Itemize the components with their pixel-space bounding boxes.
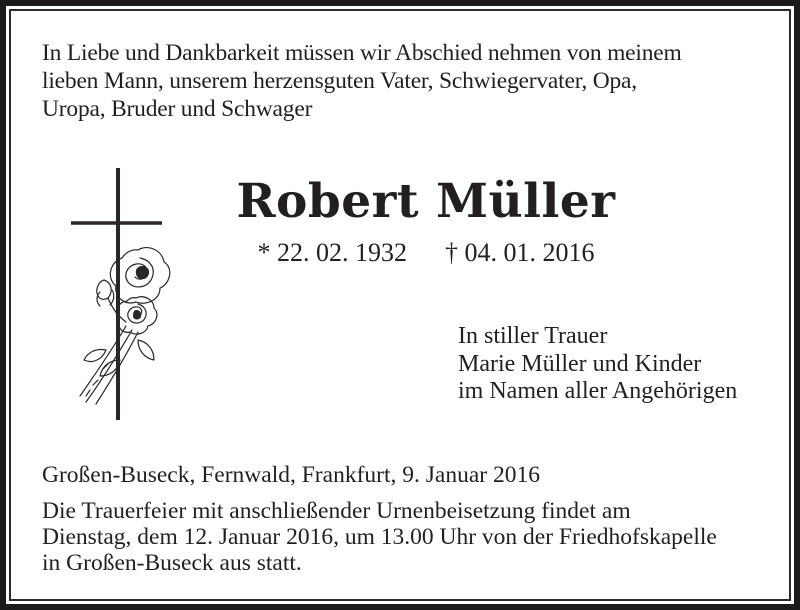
mourners-block	[458, 323, 737, 406]
roses-icon	[80, 248, 170, 404]
text-line: Uropa, Bruder und Schwager	[42, 96, 313, 122]
mourner-note: im Namen aller Angehörigen	[458, 378, 738, 404]
mourner-name: Marie Müller und Kinder	[458, 350, 702, 377]
text-line: in Großen-Buseck aus statt.	[42, 550, 302, 576]
text-line: Dienstag, dem 12. Januar 2016, um 13.00 Uhr von der Friedhofskapelle	[42, 524, 717, 550]
text-line: Die Trauerfeier mit anschließender Urnenbeisetzung findet am	[42, 498, 631, 524]
life-dates	[156, 238, 696, 268]
intro-paragraph	[42, 39, 682, 123]
deceased-name: Robert Müller	[236, 174, 616, 229]
funeral-info-paragraph	[42, 498, 717, 576]
text-line: In Liebe und Dankbarkeit müssen wir Abschied nehmen von meinem	[42, 40, 682, 66]
mourning-phrase: In stiller Trauer	[458, 323, 608, 349]
birth-date: * 22. 02. 1932	[257, 238, 407, 267]
name-block	[156, 176, 696, 268]
places-date-line: Großen-Buseck, Fernwald, Frankfurt, 9. Januar 2016	[42, 462, 540, 488]
death-date: † 04. 01. 2016	[445, 238, 595, 267]
text-line: lieben Mann, unserem herzensguten Vater, Schwiegervater, Opa,	[42, 68, 637, 94]
